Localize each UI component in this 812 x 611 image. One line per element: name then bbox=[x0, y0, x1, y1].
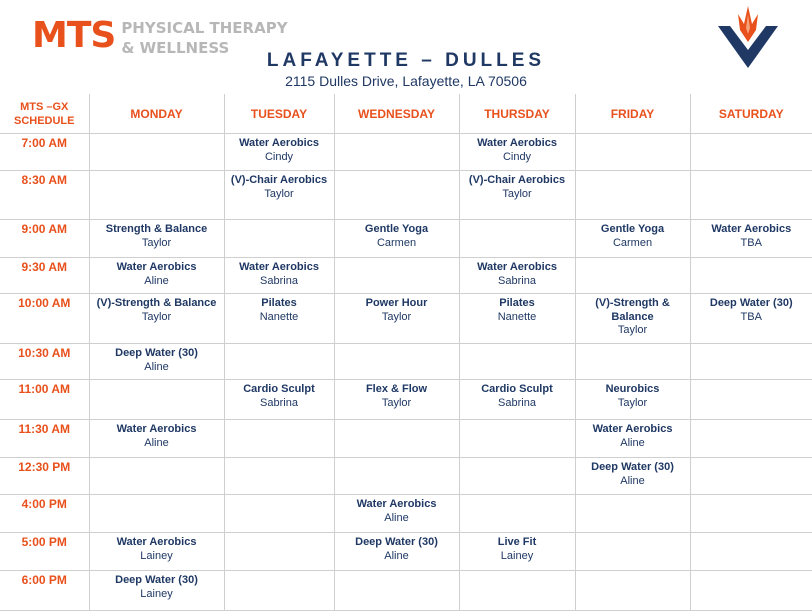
schedule-cell bbox=[575, 495, 690, 533]
schedule-cell bbox=[459, 171, 575, 220]
schedule-cell bbox=[459, 380, 575, 420]
time-slot: 7:00 AM bbox=[0, 134, 89, 171]
class-name: Deep Water (30) bbox=[90, 574, 224, 588]
schedule-cell bbox=[89, 294, 224, 344]
table-row bbox=[0, 533, 812, 571]
class-name: Deep Water (30) bbox=[90, 347, 224, 361]
schedule-cell bbox=[224, 294, 334, 344]
schedule-cell bbox=[89, 344, 224, 380]
schedule-cell bbox=[334, 380, 459, 420]
schedule-cell bbox=[224, 171, 334, 220]
schedule-cell bbox=[334, 344, 459, 380]
schedule-cell bbox=[89, 380, 224, 420]
schedule-cell bbox=[89, 533, 224, 571]
schedule-cell bbox=[89, 420, 224, 458]
instructor-name: Taylor bbox=[460, 188, 575, 202]
class-name: Live Fit bbox=[460, 536, 575, 550]
table-row bbox=[0, 344, 812, 380]
instructor-name: Lainey bbox=[460, 550, 575, 564]
schedule-cell bbox=[690, 134, 812, 171]
schedule-cell bbox=[690, 571, 812, 611]
time-slot: 6:00 PM bbox=[0, 571, 89, 611]
schedule-cell bbox=[575, 380, 690, 420]
schedule-cell bbox=[575, 533, 690, 571]
schedule-cell bbox=[89, 458, 224, 495]
schedule-cell bbox=[459, 495, 575, 533]
schedule-cell bbox=[224, 134, 334, 171]
schedule-cell bbox=[690, 533, 812, 571]
instructor-name: Sabrina bbox=[225, 275, 334, 289]
schedule-cell bbox=[459, 458, 575, 495]
schedule-cell bbox=[334, 134, 459, 171]
class-name: Deep Water (30) bbox=[691, 297, 812, 311]
class-name: Water Aerobics bbox=[90, 536, 224, 550]
instructor-name: Taylor bbox=[225, 188, 334, 202]
schedule-cell bbox=[575, 294, 690, 344]
class-name: Water Aerobics bbox=[225, 137, 334, 151]
day-header: FRIDAY bbox=[575, 94, 690, 134]
schedule-cell bbox=[224, 495, 334, 533]
schedule-cell bbox=[575, 571, 690, 611]
class-name: Gentle Yoga bbox=[576, 223, 690, 237]
schedule-cell bbox=[334, 495, 459, 533]
class-name: Water Aerobics bbox=[225, 261, 334, 275]
instructor-name: Taylor bbox=[335, 311, 459, 325]
class-name: Water Aerobics bbox=[460, 261, 575, 275]
schedule-cell bbox=[690, 258, 812, 294]
instructor-name: Cindy bbox=[460, 151, 575, 165]
instructor-name: Aline bbox=[335, 550, 459, 564]
class-name: Water Aerobics bbox=[460, 137, 575, 151]
schedule-cell bbox=[575, 458, 690, 495]
class-name: Pilates bbox=[460, 297, 575, 311]
time-slot: 10:00 AM bbox=[0, 294, 89, 344]
instructor-name: Taylor bbox=[90, 237, 224, 251]
class-name: Cardio Sculpt bbox=[225, 383, 334, 397]
schedule-cell bbox=[224, 344, 334, 380]
schedule-cell bbox=[690, 458, 812, 495]
table-row bbox=[0, 294, 812, 344]
schedule-cell bbox=[224, 533, 334, 571]
time-slot: 9:00 AM bbox=[0, 220, 89, 258]
table-row bbox=[0, 380, 812, 420]
time-slot: 4:00 PM bbox=[0, 495, 89, 533]
class-name: (V)-Strength & Balance bbox=[90, 297, 224, 311]
class-name: Strength & Balance bbox=[90, 223, 224, 237]
time-slot: 8:30 AM bbox=[0, 171, 89, 220]
instructor-name: Nanette bbox=[460, 311, 575, 325]
schedule-cell bbox=[334, 220, 459, 258]
schedule-cell bbox=[89, 495, 224, 533]
class-name: Power Hour bbox=[335, 297, 459, 311]
table-row bbox=[0, 258, 812, 294]
schedule-cell bbox=[690, 380, 812, 420]
schedule-cell bbox=[224, 258, 334, 294]
instructor-name: Carmen bbox=[335, 237, 459, 251]
schedule-cell bbox=[690, 420, 812, 458]
table-row bbox=[0, 420, 812, 458]
instructor-name: Nanette bbox=[225, 311, 334, 325]
class-name: (V)-Chair Aerobics bbox=[460, 174, 575, 188]
logo-subtitle-line2: & WELLNESS bbox=[121, 38, 287, 58]
schedule-corner-header: MTS –GX SCHEDULE bbox=[0, 94, 89, 134]
day-header: WEDNESDAY bbox=[334, 94, 459, 134]
instructor-name: Aline bbox=[335, 512, 459, 526]
class-name: Flex & Flow bbox=[335, 383, 459, 397]
instructor-name: Sabrina bbox=[225, 397, 334, 411]
instructor-name: Aline bbox=[576, 475, 690, 489]
schedule-cell bbox=[575, 171, 690, 220]
class-name: (V)-Strength & Balance bbox=[576, 297, 690, 324]
class-name: Water Aerobics bbox=[691, 223, 812, 237]
schedule-cell bbox=[459, 533, 575, 571]
schedule-cell bbox=[575, 344, 690, 380]
schedule-body bbox=[0, 134, 812, 611]
class-name: Water Aerobics bbox=[90, 261, 224, 275]
instructor-name: Taylor bbox=[576, 397, 690, 411]
brand-mark-icon bbox=[716, 6, 780, 68]
schedule-cell bbox=[690, 294, 812, 344]
instructor-name: Lainey bbox=[90, 588, 224, 602]
class-name: Deep Water (30) bbox=[335, 536, 459, 550]
day-header: THURSDAY bbox=[459, 94, 575, 134]
schedule-cell bbox=[224, 220, 334, 258]
time-slot: 12:30 PM bbox=[0, 458, 89, 495]
class-name: Pilates bbox=[225, 297, 334, 311]
instructor-name: Sabrina bbox=[460, 397, 575, 411]
schedule-cell bbox=[334, 171, 459, 220]
schedule-cell bbox=[690, 220, 812, 258]
class-name: Deep Water (30) bbox=[576, 461, 690, 475]
schedule-cell bbox=[459, 258, 575, 294]
schedule-cell bbox=[334, 294, 459, 344]
instructor-name: Aline bbox=[90, 361, 224, 375]
location-address: 2115 Dulles Drive, Lafayette, LA 70506 bbox=[0, 73, 812, 89]
schedule-cell bbox=[459, 344, 575, 380]
instructor-name: Carmen bbox=[576, 237, 690, 251]
schedule-cell bbox=[224, 420, 334, 458]
instructor-name: Lainey bbox=[90, 550, 224, 564]
table-header-row bbox=[0, 94, 812, 134]
schedule-cell bbox=[224, 380, 334, 420]
schedule-cell bbox=[334, 458, 459, 495]
schedule-cell bbox=[575, 220, 690, 258]
logo-subtitle-line1: PHYSICAL THERAPY bbox=[121, 18, 287, 38]
schedule-cell bbox=[224, 571, 334, 611]
instructor-name: Aline bbox=[576, 437, 690, 451]
time-slot: 5:00 PM bbox=[0, 533, 89, 571]
schedule-cell bbox=[690, 344, 812, 380]
schedule-cell bbox=[89, 258, 224, 294]
schedule-cell bbox=[459, 220, 575, 258]
class-name: Neurobics bbox=[576, 383, 690, 397]
schedule-cell bbox=[334, 258, 459, 294]
schedule-cell bbox=[690, 495, 812, 533]
instructor-name: Aline bbox=[90, 437, 224, 451]
time-slot: 9:30 AM bbox=[0, 258, 89, 294]
schedule-cell bbox=[89, 220, 224, 258]
schedule-cell bbox=[575, 258, 690, 294]
time-slot: 11:00 AM bbox=[0, 380, 89, 420]
schedule-cell bbox=[690, 171, 812, 220]
table-row bbox=[0, 220, 812, 258]
schedule-cell bbox=[89, 171, 224, 220]
class-name: Water Aerobics bbox=[90, 423, 224, 437]
schedule-cell bbox=[334, 571, 459, 611]
table-row bbox=[0, 134, 812, 171]
table-row bbox=[0, 458, 812, 495]
table-row bbox=[0, 571, 812, 611]
class-name: Water Aerobics bbox=[576, 423, 690, 437]
schedule-cell bbox=[459, 420, 575, 458]
schedule-cell bbox=[334, 420, 459, 458]
instructor-name: Cindy bbox=[225, 151, 334, 165]
day-header: MONDAY bbox=[89, 94, 224, 134]
class-name: Gentle Yoga bbox=[335, 223, 459, 237]
schedule-cell bbox=[459, 294, 575, 344]
instructor-name: TBA bbox=[691, 237, 812, 251]
instructor-name: Aline bbox=[90, 275, 224, 289]
schedule-cell bbox=[459, 134, 575, 171]
class-name: Cardio Sculpt bbox=[460, 383, 575, 397]
page-title: LAFAYETTE – DULLES bbox=[0, 50, 812, 72]
schedule-cell bbox=[89, 134, 224, 171]
schedule-cell bbox=[575, 134, 690, 171]
schedule-cell bbox=[459, 571, 575, 611]
time-slot: 11:30 AM bbox=[0, 420, 89, 458]
day-header: TUESDAY bbox=[224, 94, 334, 134]
table-row bbox=[0, 495, 812, 533]
class-schedule-table bbox=[0, 94, 812, 611]
schedule-cell bbox=[575, 420, 690, 458]
table-row bbox=[0, 171, 812, 220]
time-slot: 10:30 AM bbox=[0, 344, 89, 380]
instructor-name: Sabrina bbox=[460, 275, 575, 289]
class-name: (V)-Chair Aerobics bbox=[225, 174, 334, 188]
schedule-cell bbox=[224, 458, 334, 495]
schedule-cell bbox=[89, 571, 224, 611]
class-name: Water Aerobics bbox=[335, 498, 459, 512]
instructor-name: Taylor bbox=[90, 311, 224, 325]
instructor-name: Taylor bbox=[576, 324, 690, 338]
day-header: SATURDAY bbox=[690, 94, 812, 134]
instructor-name: TBA bbox=[691, 311, 812, 325]
instructor-name: Taylor bbox=[335, 397, 459, 411]
logo-text: MTS bbox=[32, 14, 115, 58]
schedule-cell bbox=[334, 533, 459, 571]
